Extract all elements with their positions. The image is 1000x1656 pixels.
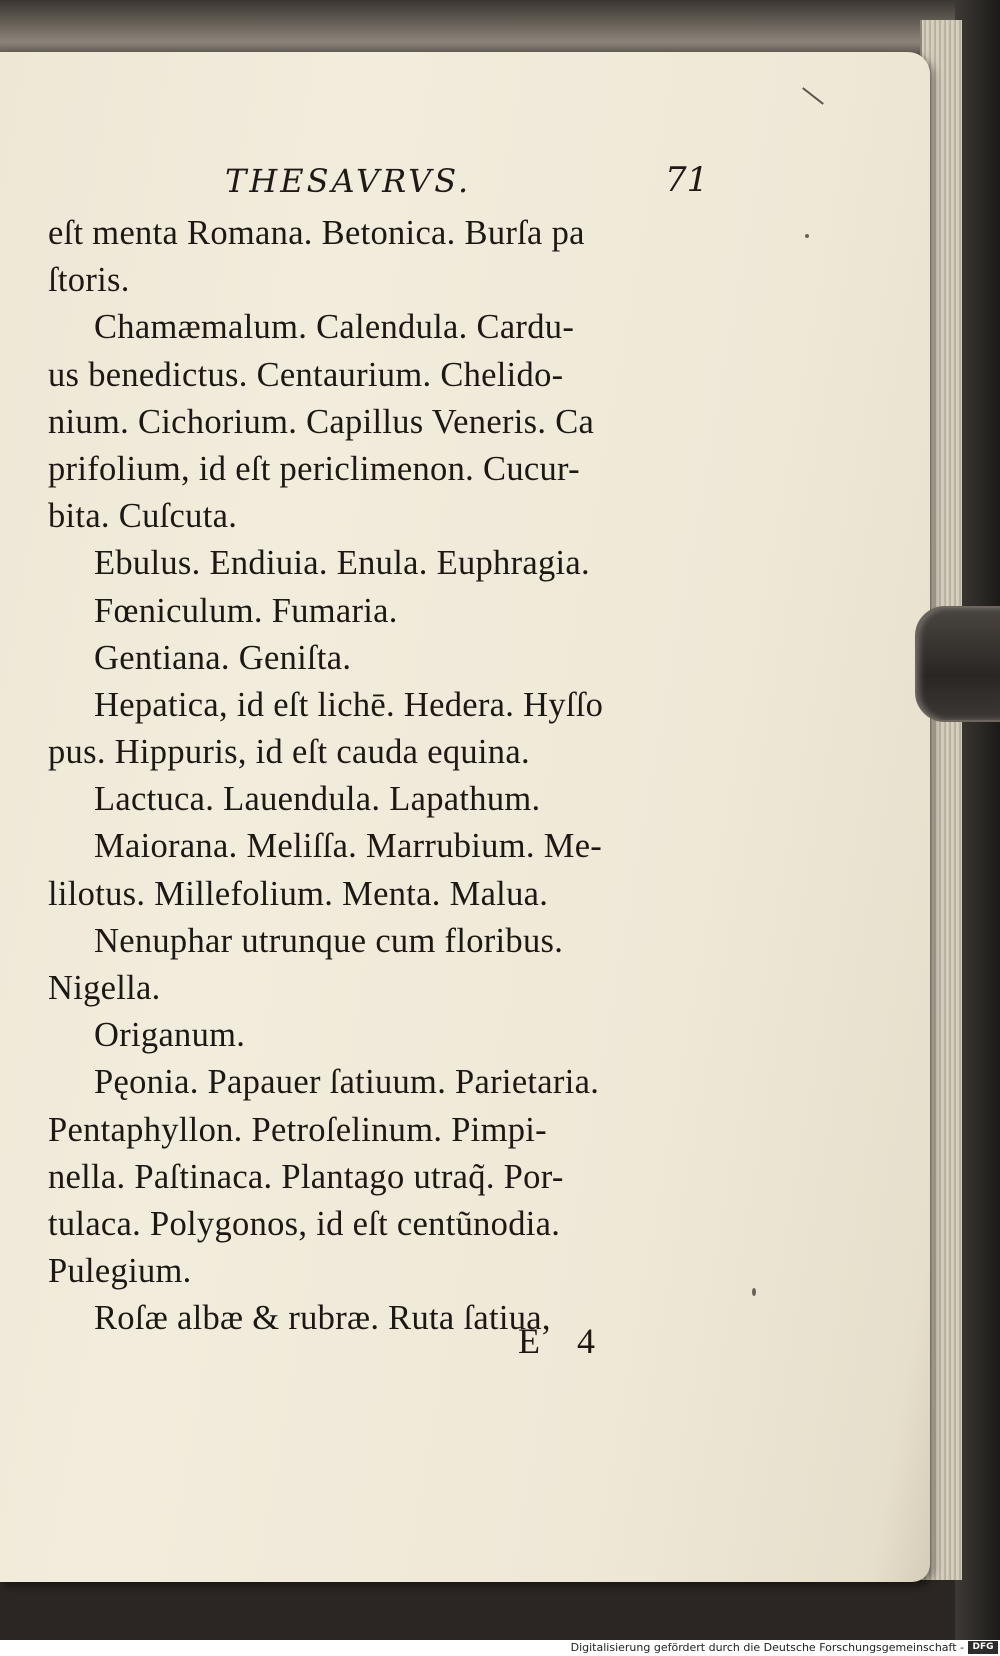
- text-line: Hepatica, id eſt lichē. Hedera. Hyſſo: [94, 685, 604, 724]
- text-line: pus. Hippuris, id eſt cauda equina.: [48, 733, 530, 772]
- text-line: Maiorana. Meliſſa. Marrubium. Me-: [94, 827, 603, 866]
- running-head: THESAVRVS.: [225, 162, 472, 200]
- body-text: [48, 210, 708, 1343]
- dfg-logo: DFG: [968, 1641, 998, 1654]
- book-top-edge: [0, 0, 980, 60]
- text-line: Pulegium.: [48, 1252, 192, 1291]
- text-line: Ebulus. Endiuia. Enula. Euphragia.: [94, 544, 590, 583]
- digitization-footer: [0, 1640, 1000, 1656]
- text-line: Gentiana. Geniſta.: [94, 638, 352, 677]
- text-line: prifolium, id eſt periclimenon. Cucur-: [48, 449, 580, 488]
- text-line: Lactuca. Lauendula. Lapathum.: [94, 780, 541, 819]
- scan-speck: [752, 1288, 756, 1296]
- text-line: Fœniculum. Fumaria.: [94, 591, 398, 630]
- text-line: Roſæ albæ & rubræ. Ruta ſatiua,: [94, 1299, 551, 1338]
- text-line: tulaca. Polygonos, id eſt centũnodia.: [48, 1204, 561, 1243]
- text-line: Origanum.: [94, 1016, 246, 1055]
- text-line: Nenuphar utrunque cum floribus.: [94, 921, 564, 960]
- text-line: nium. Cichorium. Capillus Veneris. Ca: [48, 402, 595, 441]
- text-line: Pęonia. Papauer ſatiuum. Parietaria.: [94, 1063, 600, 1102]
- signature-mark: E 4: [518, 1321, 609, 1361]
- page-number: 71: [665, 160, 709, 200]
- text-line: nella. Paſtinaca. Plantago utraq̃. Por-: [48, 1157, 564, 1196]
- text-line: lilotus. Millefolium. Menta. Malua.: [48, 874, 549, 913]
- text-line: us benedictus. Centaurium. Chelido-: [48, 355, 564, 394]
- text-line: Nigella.: [48, 969, 161, 1007]
- text-line: bita. Cuſcuta.: [48, 497, 238, 536]
- book-clasp: [915, 606, 1000, 722]
- scan-speck: [805, 234, 809, 238]
- text-line: ſtoris.: [48, 261, 130, 300]
- text-line: Chamæmalum. Calendula. Cardu-: [94, 308, 575, 347]
- text-line: Pentaphyllon. Petroſelinum. Pimpi-: [48, 1110, 547, 1149]
- footer-credit: Digitalisierung gefördert durch die Deutsche Forschungsgemeinschaft -: [570, 1641, 964, 1654]
- text-line: eſt menta Romana. Betonica. Burſa pa: [48, 214, 585, 252]
